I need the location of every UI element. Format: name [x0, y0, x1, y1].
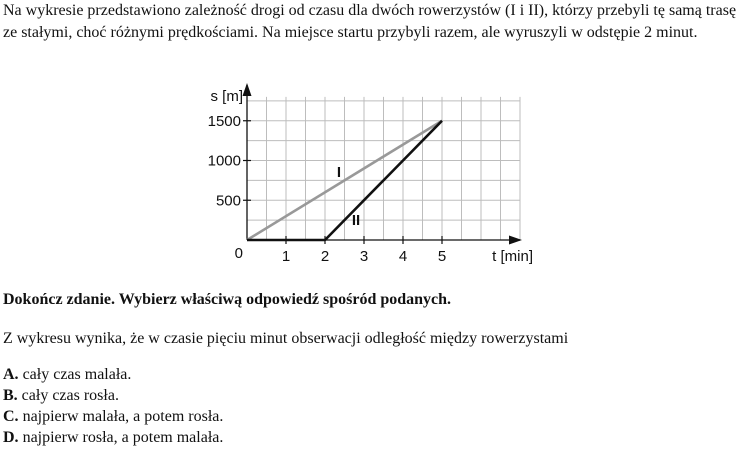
- question-text: Z wykresu wynika, że w czasie pięciu minut obserwacji odległość między rowerzystami: [3, 330, 569, 347]
- answer-text: najpierw malała, a potem rosła.: [22, 408, 224, 425]
- series-label: I: [336, 164, 342, 181]
- x-tick-label: 2: [320, 248, 330, 265]
- answer-text: cały czas malała.: [22, 366, 132, 383]
- instruction-text: Dokończ zdanie. Wybierz właściwą odpowiedź spośród podanych.: [3, 291, 452, 308]
- x-tick-label: 3: [359, 248, 369, 265]
- answer-letter: A.: [3, 366, 19, 383]
- chart-labels: [208, 88, 533, 265]
- y-tick-label: 1000: [207, 152, 241, 170]
- answer-letter: C.: [3, 408, 19, 425]
- intro-text: Na wykresie przedstawiono zależność drogi od czasu dla dwóch rowerzystów (I i II), którzy przebyli tę samą trasę ze stałymi, choć różnymi prędkościami. Na miejsce startu przybyli razem, ale wyruszyli w odstępie 2 minut.: [3, 2, 737, 41]
- chart-grid: [247, 97, 520, 240]
- y-axis-label: s [m]: [210, 88, 243, 105]
- answer-c[interactable]: [3, 406, 223, 427]
- answer-letter: B.: [3, 387, 18, 404]
- answer-d[interactable]: [3, 427, 223, 448]
- answer-a[interactable]: [3, 364, 223, 385]
- x-axis-label: t [min]: [492, 248, 533, 265]
- y-tick-label: 500: [215, 192, 241, 210]
- y-tick-label: 1500: [207, 112, 241, 130]
- series-label: II: [351, 212, 361, 229]
- answer-text: najpierw rosła, a potem malała.: [22, 429, 224, 446]
- answer-letter: D.: [3, 429, 19, 446]
- answer-list: [3, 364, 223, 448]
- answer-text: cały czas rosła.: [21, 387, 119, 404]
- x-tick-label: 1: [281, 248, 291, 265]
- y-axis-arrow: [243, 83, 252, 96]
- answer-b[interactable]: [3, 385, 223, 406]
- x-tick-label: 5: [437, 248, 447, 265]
- origin-label: 0: [234, 245, 243, 262]
- x-tick-label: 4: [398, 248, 408, 265]
